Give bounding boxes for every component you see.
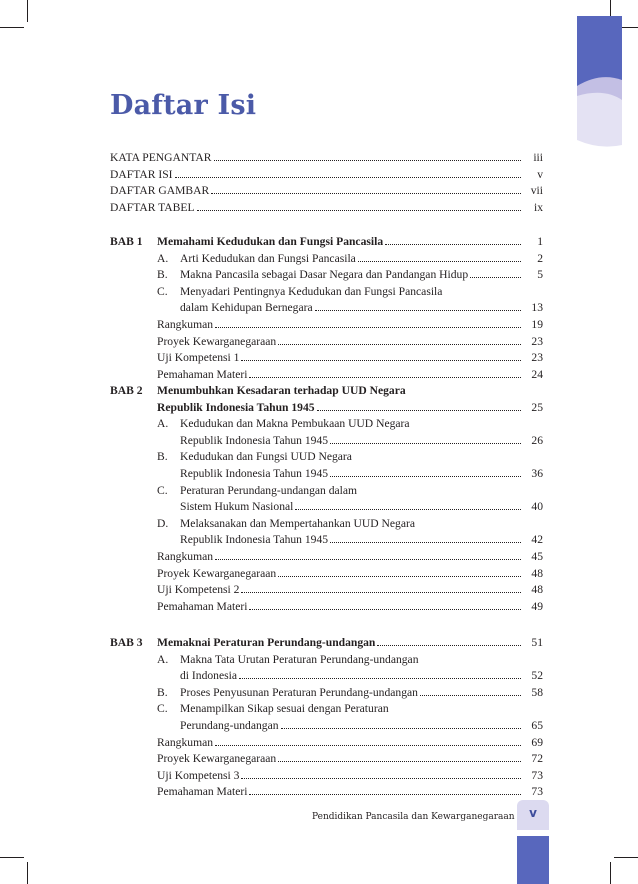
dot-leader [278,566,521,577]
dot-leader [377,635,521,646]
front-matter-entry[interactable] [110,200,543,215]
entry-label: Peraturan Perundang-undangan dalam [180,483,358,497]
chapter-extra-entry[interactable] [157,317,543,332]
entry-label: Memaknai Peraturan Perundang-undangan [157,636,376,649]
entry-label: Menampilkan Sikap sesuai dengan Peraturan [180,702,389,716]
entry-page-number: 58 [531,685,543,699]
entry-label: Republik Indonesia Tahun 1945 [180,433,329,447]
dot-leader [317,400,521,411]
dot-leader [330,466,521,477]
section-entry[interactable] [180,284,543,299]
entry-label: Proyek Kewarganegaraan [157,334,277,348]
dot-leader [281,718,521,729]
entry-label: Arti Kedudukan dan Fungsi Pancasila [180,251,356,265]
dot-leader [215,735,521,746]
entry-label: Proyek Kewarganegaraan [157,566,277,580]
chapter-label: BAB 1 [110,235,143,248]
dot-leader [420,685,521,696]
entry-label: Uji Kompetensi 3 [157,768,240,782]
chapter-title[interactable] [157,635,543,650]
section-entry[interactable] [180,718,543,733]
section-entry[interactable] [180,668,543,683]
section-letter: B. [157,268,168,282]
entry-label: Republik Indonesia Tahun 1945 [157,400,315,414]
entry-label: di Indonesia [180,669,237,683]
entry-label: Kedudukan dan Fungsi UUD Negara [180,450,352,464]
dot-leader [241,768,521,779]
section-entry[interactable] [180,466,543,481]
section-entry[interactable] [180,532,543,547]
section-entry[interactable] [180,483,543,498]
chapter-title[interactable] [157,234,543,249]
entry-page-number: v [537,167,543,181]
entry-page-number: 2 [537,251,543,265]
section-entry[interactable] [180,267,543,282]
entry-label: DAFTAR TABEL [110,200,195,214]
entry-page-number: 52 [531,669,543,683]
front-matter-entry[interactable] [110,183,543,198]
entry-label: Makna Tata Urutan Peraturan Perundang-undangan [180,652,419,666]
section-entry[interactable] [180,499,543,514]
entry-page-number: 23 [531,351,543,365]
dot-leader [214,150,521,161]
chapter-label: BAB 3 [110,636,143,649]
entry-page-number: 73 [531,768,543,782]
entry-page-number: 26 [531,433,543,447]
chapter-extra-entry[interactable] [157,735,543,750]
entry-label: Makna Pancasila sebagai Dasar Negara dan Pandangan Hidup [180,268,469,282]
footer-book-title: Pendidikan Pancasila dan Kewarganegaraan [312,812,515,822]
entry-label: Pemahaman Materi [157,785,248,799]
section-entry[interactable] [180,685,543,700]
section-letter: A. [157,417,169,431]
section-letter: B. [157,450,168,464]
section-entry[interactable] [180,416,543,431]
chapter-extra-entry[interactable] [157,350,543,365]
dot-leader [241,350,521,361]
entry-label: Melaksanakan dan Mempertahankan UUD Negara [180,516,415,530]
entry-label: Rangkuman [157,550,214,563]
entry-label: Menyadari Pentingnya Kedudukan dan Fungsi Pancasila [180,284,443,298]
dot-leader [197,200,521,211]
chapter-title[interactable] [157,383,543,398]
entry-page-number: vii [530,184,543,198]
dot-leader [215,317,521,328]
entry-page-number: 5 [537,268,543,282]
chapter-extra-entry[interactable] [157,768,543,783]
entry-label: Menumbuhkan Kesadaran terhadap UUD Negara [157,384,406,397]
section-entry[interactable] [180,652,543,667]
entry-label: Proyek Kewarganegaraan [157,752,277,766]
entry-page-number: 48 [531,583,543,597]
entry-label: Pemahaman Materi [157,599,248,613]
chapter-extra-entry[interactable] [157,367,543,382]
section-entry[interactable] [180,300,543,315]
entry-label: DAFTAR GAMBAR [110,184,210,198]
entry-label: Uji Kompetensi 1 [157,351,240,365]
dot-leader [249,599,521,610]
section-letter: D. [157,516,169,530]
dot-leader [278,334,521,345]
chapter-title[interactable] [157,400,543,415]
entry-label: dalam Kehidupan Bernegara [180,301,313,315]
entry-page-number: iii [533,151,543,164]
dot-leader [295,499,521,510]
entry-page-number: 24 [531,367,543,381]
dot-leader [358,251,521,262]
entry-label: KATA PENGANTAR [110,151,212,164]
chapter-extra-entry[interactable] [157,599,543,614]
entry-label: Republik Indonesia Tahun 1945 [180,533,329,547]
section-entry[interactable] [180,433,543,448]
dot-leader [470,267,521,278]
dot-leader [385,234,521,245]
dot-leader [175,167,521,178]
entry-page-number: 42 [531,533,543,547]
entry-label: Perundang-undangan [180,719,279,732]
dot-leader [330,532,521,543]
dot-leader [211,183,521,194]
dot-leader [249,784,521,795]
dot-leader [315,300,521,311]
entry-page-number: 72 [531,752,543,766]
dot-leader [239,668,521,679]
entry-label: Rangkuman [157,318,214,331]
entry-label: Kedudukan dan Makna Pembukaan UUD Negara [180,417,410,431]
section-letter: A. [157,251,169,265]
section-letter: A. [157,652,169,666]
section-letter: C. [157,284,168,298]
dot-leader [278,751,521,762]
section-entry[interactable] [180,251,543,266]
chapter-extra-entry[interactable] [157,549,543,564]
entry-label: Proses Penyusunan Peraturan Perundang-undangan [180,685,418,699]
dot-leader [249,367,521,378]
entry-page-number: 36 [531,467,543,480]
entry-page-number: 23 [531,334,543,348]
chapter-extra-entry[interactable] [157,751,543,766]
entry-page-number: 51 [531,636,543,649]
entry-page-number: 73 [531,785,543,799]
entry-page-number: 69 [531,735,543,749]
entry-page-number: 13 [531,301,543,315]
entry-label: DAFTAR ISI [110,167,173,181]
entry-label: Pemahaman Materi [157,367,248,381]
entry-page-number: 65 [531,719,543,732]
entry-page-number: 45 [531,550,543,563]
chapter-extra-entry[interactable] [157,784,543,799]
section-entry[interactable] [180,516,543,531]
chapter-extra-entry[interactable] [157,566,543,581]
chapter-extra-entry[interactable] [157,334,543,349]
footer-page-number: v [529,806,537,820]
entry-page-number: 19 [531,318,543,331]
section-entry[interactable] [180,701,543,716]
entry-page-number: 49 [531,599,543,613]
section-letter: B. [157,685,168,699]
entry-page-number: 1 [537,235,543,248]
dot-leader [215,549,521,560]
chapter-label: BAB 2 [110,384,143,397]
entry-label: Memahami Kedudukan dan Fungsi Pancasila [157,235,384,248]
entry-page-number: ix [533,200,543,214]
entry-page-number: 40 [531,500,543,514]
dot-leader [241,582,521,593]
front-matter-entry[interactable] [110,167,543,182]
entry-label: Republik Indonesia Tahun 1945 [180,467,329,480]
entry-page-number: 48 [531,566,543,580]
entry-label: Uji Kompetensi 2 [157,583,240,597]
entry-label: Rangkuman [157,735,214,749]
dot-leader [330,433,521,444]
section-entry[interactable] [180,449,543,464]
front-matter-entry[interactable] [110,150,543,165]
page-title: Daftar Isi [110,90,257,121]
entry-label: Sistem Hukum Nasional [180,500,294,514]
entry-page-number: 25 [531,400,543,414]
section-letter: C. [157,483,168,497]
chapter-extra-entry[interactable] [157,582,543,597]
section-letter: C. [157,702,168,716]
